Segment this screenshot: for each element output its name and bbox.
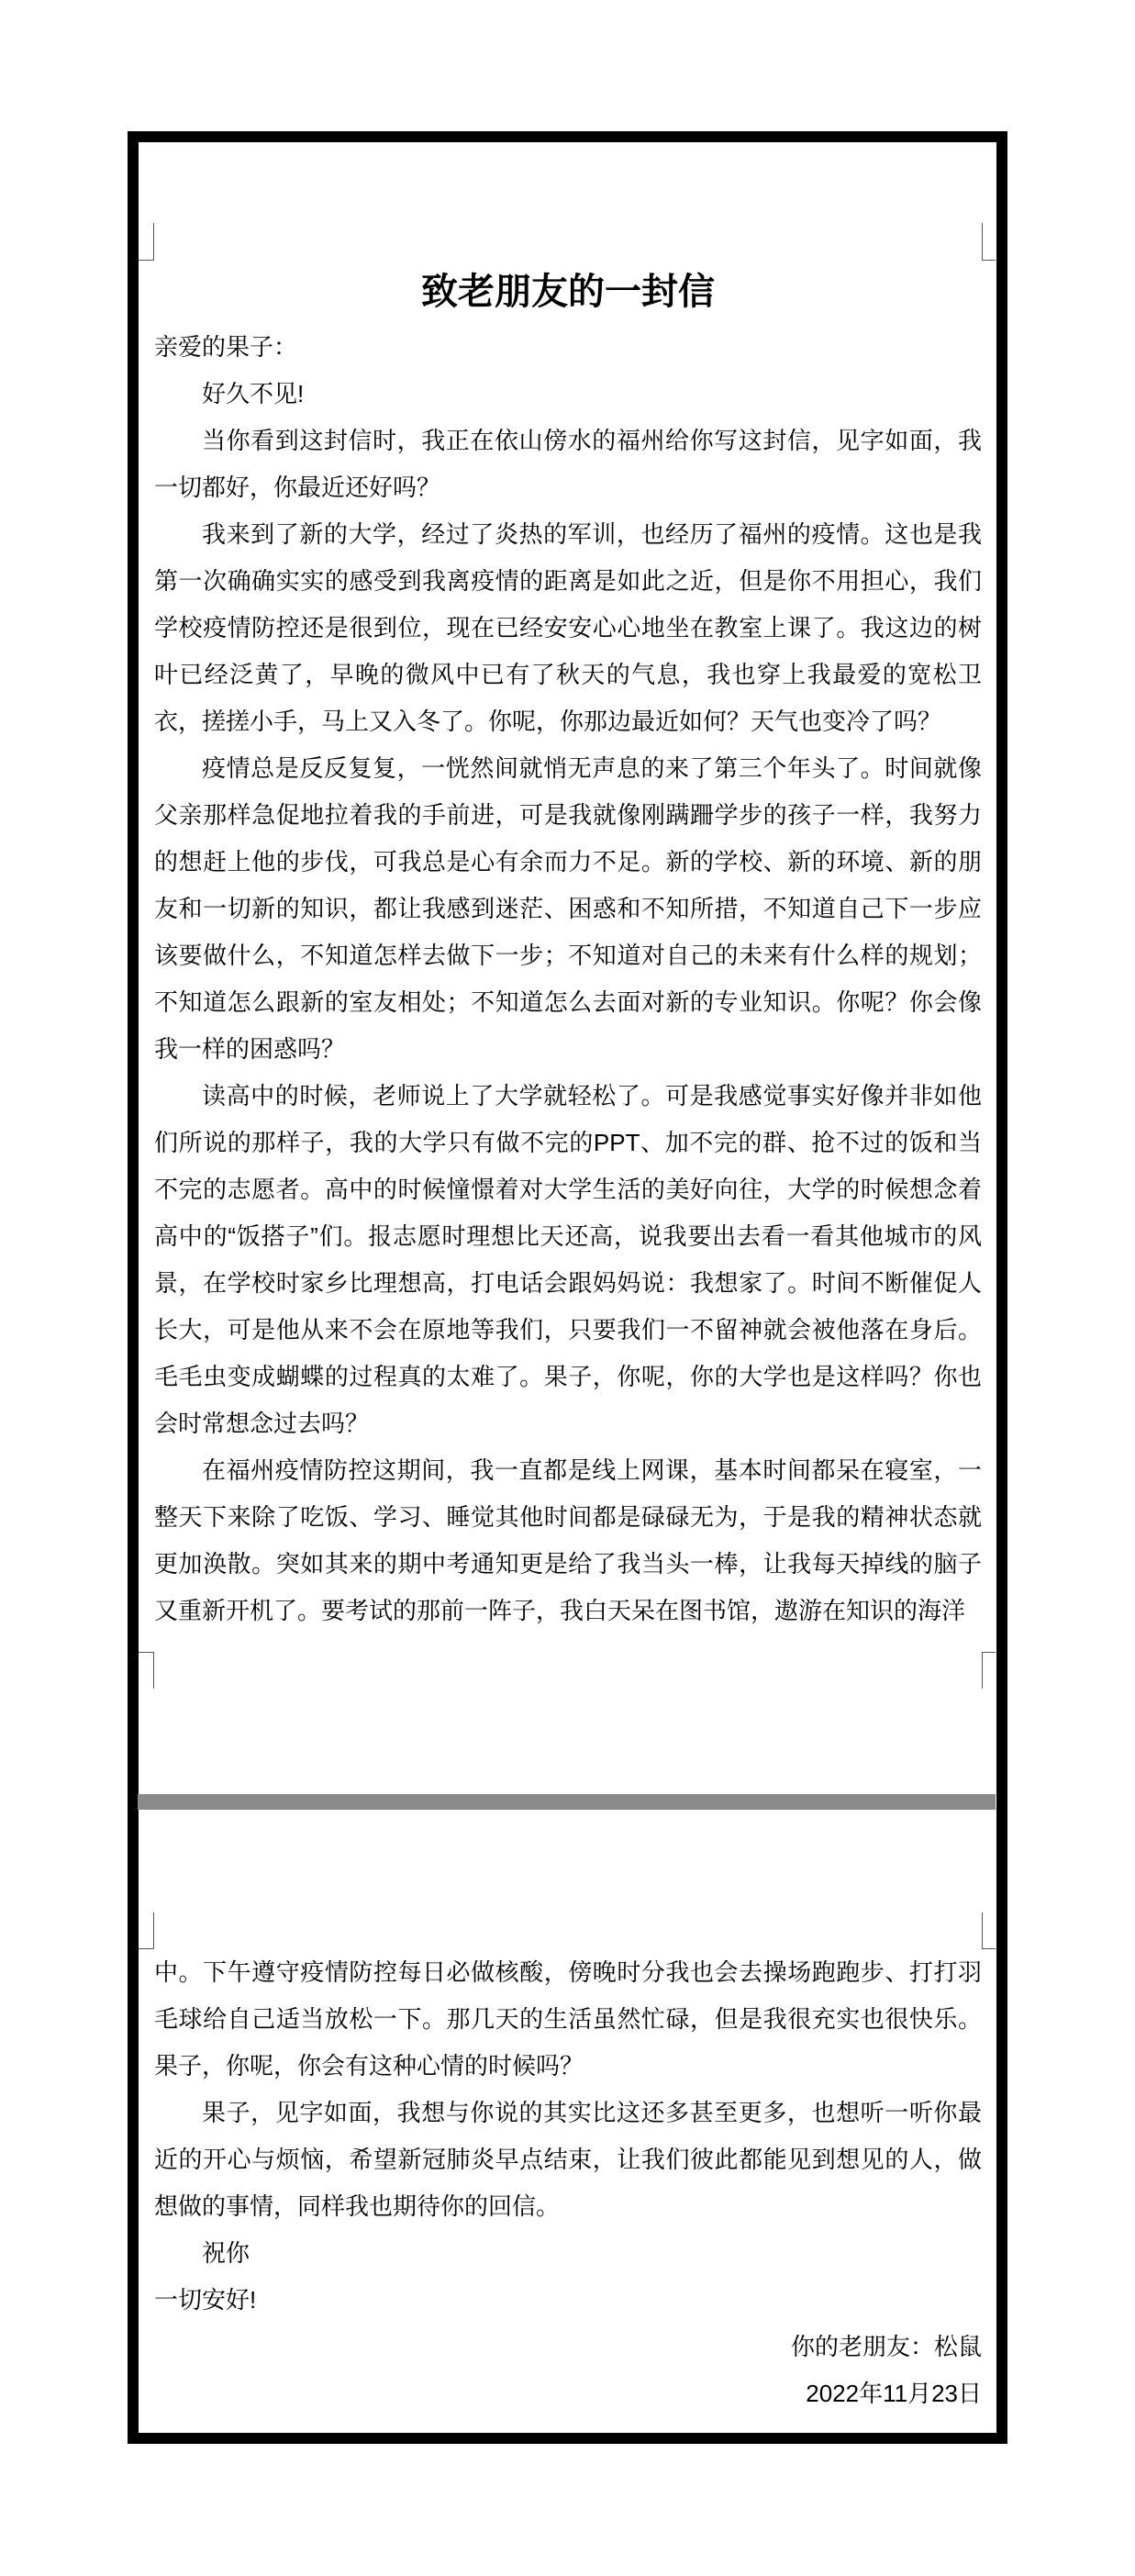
date-line: 2022年11月23日 bbox=[806, 2380, 982, 2407]
letter-title: 致老朋友的一封信 bbox=[421, 272, 715, 312]
paragraph-greeting: 好久不见! bbox=[202, 380, 305, 407]
text-boundary-mark-page1-bottom-left bbox=[139, 1652, 154, 1689]
paragraph-closing: 果子，见字如面，我想与你说的其实比这还多甚至更多，也想听一听你最近的开心与烦恼，希望新冠肺炎早点结束，让我们彼此都能见到想见的人，做想做的事情，同样我也期待你的回信。 bbox=[154, 2099, 982, 2220]
text-boundary-mark-page1-top-left bbox=[139, 223, 154, 261]
wish-lead-line: 祝你 bbox=[202, 2239, 250, 2267]
paragraph-new-university: 我来到了新的大学，经过了炎热的军训，也经历了福州的疫情。这也是我第一次确确实实的感受到我离疫情的距离是如此之近，但是你不用担心，我们学校疫情防控还是很到位，现在已经安安心心地坐在教室上课了。我这边的树叶已经泛黄了，早晚的微风中已有了秋天的气息，我也穿上我最爱的宽松卫衣，搓搓小手，马上又入冬了。你呢，你那边最近如何？天气也变冷了吗？ bbox=[154, 520, 982, 735]
text-boundary-mark-page1-top-right bbox=[982, 223, 996, 261]
letter-page-1-text bbox=[154, 261, 982, 1634]
paragraph-online-classes-part1: 在福州疫情防控这期间，我一直都是线上网课，基本时间都呆在寝室，一整天下来除了吃饭、学习、睡觉其他时间都是碌碌无为，于是我的精神状态就更加涣散。突如其来的期中考通知更是给了我当头一棒，让我每天掉线的脑子又重新开机了。要考试的那前一阵子，我白天呆在图书馆，遨游在知识的海洋 bbox=[154, 1456, 982, 1624]
paragraph-opening: 当你看到这封信时，我正在依山傍水的福州给你写这封信，见字如面，我一切都好，你最近还好吗？ bbox=[154, 427, 982, 501]
paragraph-pandemic-confusion: 疫情总是反反复复，一恍然间就悄无声息的来了第三个年头了。时间就像父亲那样急促地拉着我的手前进，可是我就像刚蹒跚学步的孩子一样，我努力的想赶上他的步伐，可我总是心有余而力不足。新的学校、新的环境、新的朋友和一切新的知识，都让我感到迷茫、困惑和不知所措，不知道自己下一步应该要做什么，不知道怎样去做下一步；不知道对自己的未来有什么样的规划；不知道怎么跟新的室友相处；不知道怎么去面对新的专业知识。你呢？你会像我一样的困惑吗？ bbox=[154, 754, 982, 1063]
text-boundary-mark-page2-top-right bbox=[982, 1912, 996, 1949]
paragraph-online-classes-part2: 中。下午遵守疫情防控每日必做核酸，傍晚时分我也会去操场跑跑步、打打羽毛球给自己适当放松一下。那几天的生活虽然忙碌，但是我很充实也很快乐。果子，你呢，你会有这种心情的时候吗？ bbox=[154, 1958, 982, 2080]
salutation: 亲爱的果子： bbox=[154, 333, 298, 361]
wish-line: 一切安好! bbox=[154, 2286, 257, 2314]
letter-page-2-text bbox=[154, 1949, 982, 2417]
text-boundary-mark-page1-bottom-right bbox=[982, 1652, 996, 1689]
paragraph-college-life: 读高中的时候，老师说上了大学就轻松了。可是我感觉事实好像并非如他们所说的那样子，我的大学只有做不完的PPT、加不完的群、抢不过的饭和当不完的志愿者。高中的时候憧憬着对大学生活的美好向往，大学的时候想念着高中的“饭搭子”们。报志愿时理想比天还高，说我要出去看一看其他城市的风景，在学校时家乡比理想高，打电话会跟妈妈说：我想家了。时间不断催促人长大，可是他从来不会在原地等我们，只要我们一不留神就会被他落在身后。毛毛虫变成蝴蝶的过程真的太难了。果子，你呢，你的大学也是这样吗？你也会时常想念过去吗？ bbox=[154, 1082, 982, 1437]
text-boundary-mark-page2-top-left bbox=[139, 1912, 154, 1949]
signature-line: 你的老朋友：松鼠 bbox=[790, 2333, 982, 2360]
page-break-bar bbox=[138, 1794, 996, 1810]
